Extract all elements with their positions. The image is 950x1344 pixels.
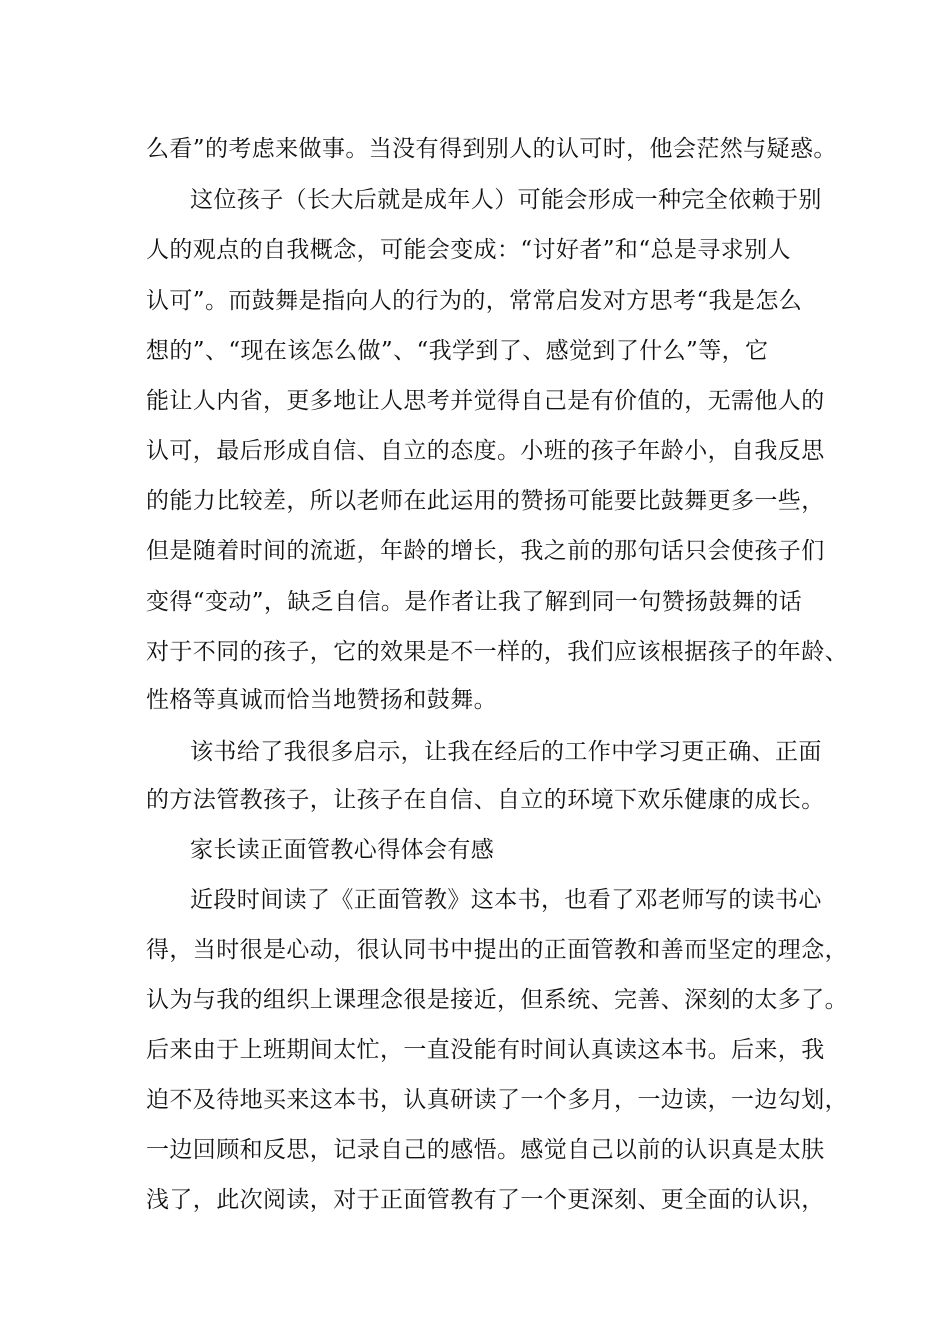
text-line: 迫不及待地买来这本书，认真研读了一个多月，一边读，一边勾划， <box>146 1087 848 1113</box>
text-line: 近段时间读了《正面管教》这本书，也看了邓老师写的读书心 <box>190 887 822 913</box>
text-line: 得，当时很是心动，很认同书中提出的正面管教和善而坚定的理念， <box>146 937 848 963</box>
text-line: 一边回顾和反思，记录自己的感悟。感觉自己以前的认识真是太肤 <box>146 1137 825 1163</box>
text-line: 认可，最后形成自信、自立的态度。小班的孩子年龄小，自我反思 <box>146 438 825 464</box>
text-line: 想的”、“现在该怎么做”、“我学到了、感觉到了什么”等，它 <box>146 338 769 364</box>
text-line: 能让人内省，更多地让人思考并觉得自己是有价值的，无需他人的 <box>146 388 825 414</box>
section-heading: 家长读正面管教心得体会有感 <box>190 837 495 863</box>
text-line: 但是随着时间的流逝，年龄的增长，我之前的那句话只会使孩子们 <box>146 538 825 564</box>
text-line: 认可”。而鼓舞是指向人的行为的，常常启发对方思考“我是怎么 <box>146 288 803 314</box>
text-line: 浅了，此次阅读，对于正面管教有了一个更深刻、更全面的认识， <box>146 1187 825 1213</box>
text-line: 的方法管教孩子，让孩子在自信、自立的环境下欢乐健康的成长。 <box>146 787 825 813</box>
text-line: 这位孩子（长大后就是成年人）可能会形成一种完全依赖于别 <box>190 187 822 213</box>
text-line: 对于不同的孩子，它的效果是不一样的，我们应该根据孩子的年龄、 <box>146 639 848 665</box>
text-line: 变得“变动”，缺乏自信。是作者让我了解到同一句赞扬鼓舞的话 <box>146 589 803 615</box>
text-line: 认为与我的组织上课理念很是接近，但系统、完善、深刻的太多了。 <box>146 987 848 1013</box>
text-line: 么看”的考虑来做事。当没有得到别人的认可时，他会茫然与疑惑。 <box>146 136 837 162</box>
text-line: 的能力比较差，所以老师在此运用的赞扬可能要比鼓舞更多一些， <box>146 488 825 514</box>
text-line: 性格等真诚而恰当地赞扬和鼓舞。 <box>146 687 497 713</box>
text-line: 人的观点的自我概念，可能会变成：“讨好者”和“总是寻求别人 <box>146 237 791 263</box>
text-line: 后来由于上班期间太忙，一直没能有时间认真读这本书。后来，我 <box>146 1037 825 1063</box>
text-line: 该书给了我很多启示，让我在经后的工作中学习更正确、正面 <box>190 739 822 765</box>
